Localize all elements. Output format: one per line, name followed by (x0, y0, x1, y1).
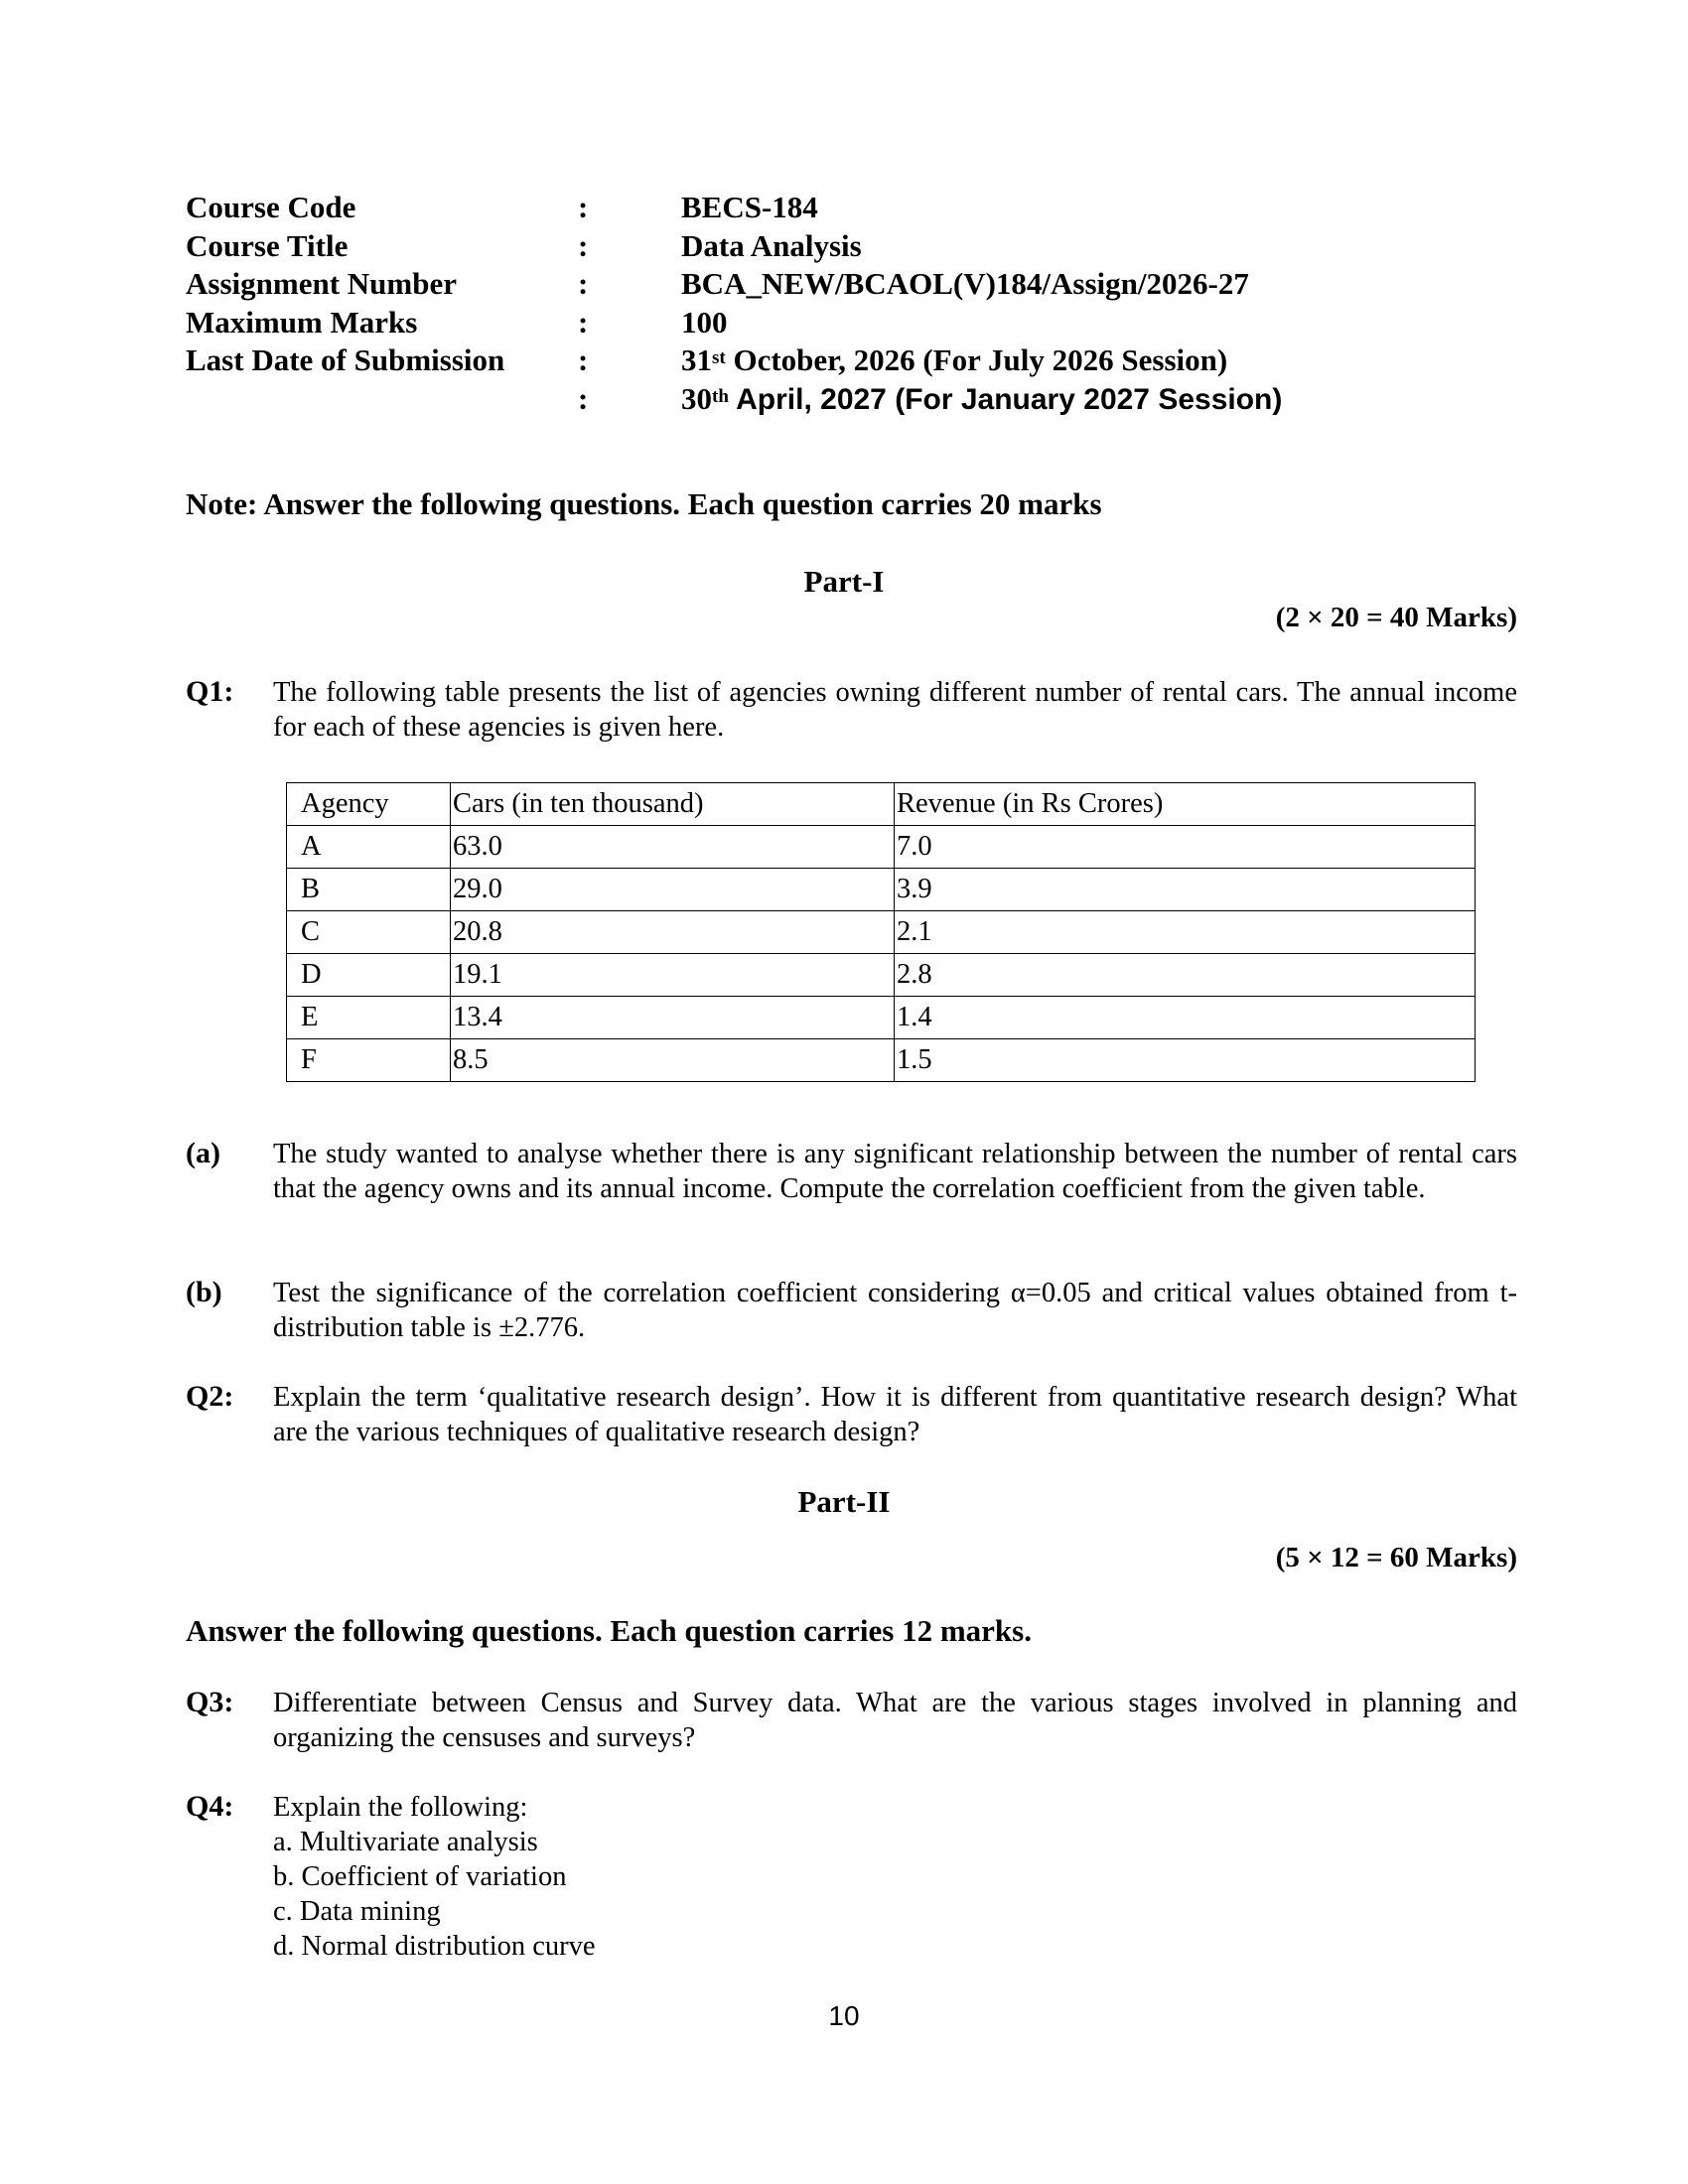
part2-title: Part-II (797, 1484, 891, 1519)
table-header-cell: Agency (287, 783, 451, 826)
submission-date-july (681, 341, 1227, 380)
table-cell: A (287, 826, 451, 869)
submission-date-january (681, 380, 1282, 420)
part2-instruction: Answer the following questions. Each question carries 12 marks. (186, 1613, 1032, 1648)
list-item: b. Coefficient of variation (273, 1861, 567, 1892)
table-cell: D (287, 954, 451, 997)
table-cell: 2.1 (895, 911, 1476, 954)
date-suffix: th (712, 385, 729, 407)
table-header-row (287, 783, 1476, 826)
info-label: Course Code (186, 190, 356, 224)
agency-table (286, 782, 1476, 1082)
q1-label: Q1: (186, 675, 234, 708)
q2-label: Q2: (186, 1380, 234, 1413)
info-colon: : (578, 380, 589, 416)
table-cell: F (287, 1039, 451, 1082)
table-cell: 63.0 (451, 826, 895, 869)
table-row (287, 997, 1476, 1039)
info-value: 100 (681, 304, 728, 340)
table-cell: 7.0 (895, 826, 1476, 869)
table-cell: 1.5 (895, 1039, 1476, 1082)
page-number: 10 (828, 2000, 860, 2031)
table-row (287, 911, 1476, 954)
q4-intro: Explain the following: (273, 1792, 528, 1823)
table-cell: B (287, 869, 451, 911)
info-colon: : (578, 304, 589, 340)
q1b-text: Test the significance of the correlation coefficient considering α=0.05 and critical values obtained from t-distribution table is ±2.776. (273, 1278, 1517, 1343)
table-cell: 19.1 (451, 954, 895, 997)
info-label: Assignment Number (186, 266, 457, 301)
q4-list (273, 1825, 1517, 1964)
list-item: c. Data mining (273, 1896, 441, 1927)
table-cell: 29.0 (451, 869, 895, 911)
info-colon: : (578, 342, 589, 377)
info-value: BCA_NEW/BCAOL(V)184/Assign/2026-27 (681, 266, 1249, 301)
info-colon: : (578, 190, 589, 224)
info-colon: : (578, 227, 589, 263)
table-cell: C (287, 911, 451, 954)
list-item: a. Multivariate analysis (273, 1827, 538, 1857)
q1a-label: (a) (186, 1137, 220, 1169)
table-row (287, 869, 1476, 911)
table-row (287, 826, 1476, 869)
date-rest: April, 2027 (For January 2027 Session) (728, 382, 1283, 416)
table-header-cell: Cars (in ten thousand) (451, 783, 895, 826)
date-day: 30 (681, 380, 712, 416)
date-rest: October, 2026 (For July 2026 Session) (725, 342, 1228, 377)
info-label: Course Title (186, 227, 349, 263)
info-label: Maximum Marks (186, 304, 418, 340)
q2-text: Explain the term ‘qualitative research design’. How it is different from quantitative research design? What are the various techniques of qualitative research design? (273, 1382, 1517, 1447)
table-cell: 1.4 (895, 997, 1476, 1039)
date-suffix: st (712, 347, 726, 368)
table-header-cell: Revenue (in Rs Crores) (895, 783, 1476, 826)
table-cell: 8.5 (451, 1039, 895, 1082)
q1-text: The following table presents the list of agencies owning different number of rental cars. The annual income for each of these agencies is given here. (273, 677, 1517, 743)
info-colon: : (578, 266, 589, 301)
q4-label: Q4: (186, 1790, 234, 1823)
table-cell: 2.8 (895, 954, 1476, 997)
info-value: BECS-184 (681, 190, 818, 224)
info-value: Data Analysis (681, 227, 862, 263)
table-cell: E (287, 997, 451, 1039)
q1a-text: The study wanted to analyse whether there is any significant relationship between the number of rental cars that the agency owns and its annual income. Compute the correlation coefficient from the given table. (273, 1139, 1517, 1204)
q3-text: Differentiate between Census and Survey data. What are the various stages involved in planning and organizing the censuses and surveys? (273, 1688, 1517, 1753)
list-item: d. Normal distribution curve (273, 1931, 596, 1962)
table-cell: 20.8 (451, 911, 895, 954)
date-day: 31 (681, 342, 712, 377)
part1-title: Part-I (803, 564, 885, 599)
part1-marks: (2 × 20 = 40 Marks) (1275, 602, 1517, 633)
q4-body (273, 1790, 1517, 1964)
table-row (287, 954, 1476, 997)
part2-marks: (5 × 12 = 60 Marks) (1275, 1542, 1517, 1573)
q3-label: Q3: (186, 1686, 234, 1718)
table-cell: 3.9 (895, 869, 1476, 911)
note-heading: Note: Answer the following questions. Each question carries 20 marks (186, 486, 1102, 521)
table-cell: 13.4 (451, 997, 895, 1039)
info-label: Last Date of Submission (186, 342, 505, 377)
q1b-label: (b) (186, 1276, 222, 1308)
table-row (287, 1039, 1476, 1082)
